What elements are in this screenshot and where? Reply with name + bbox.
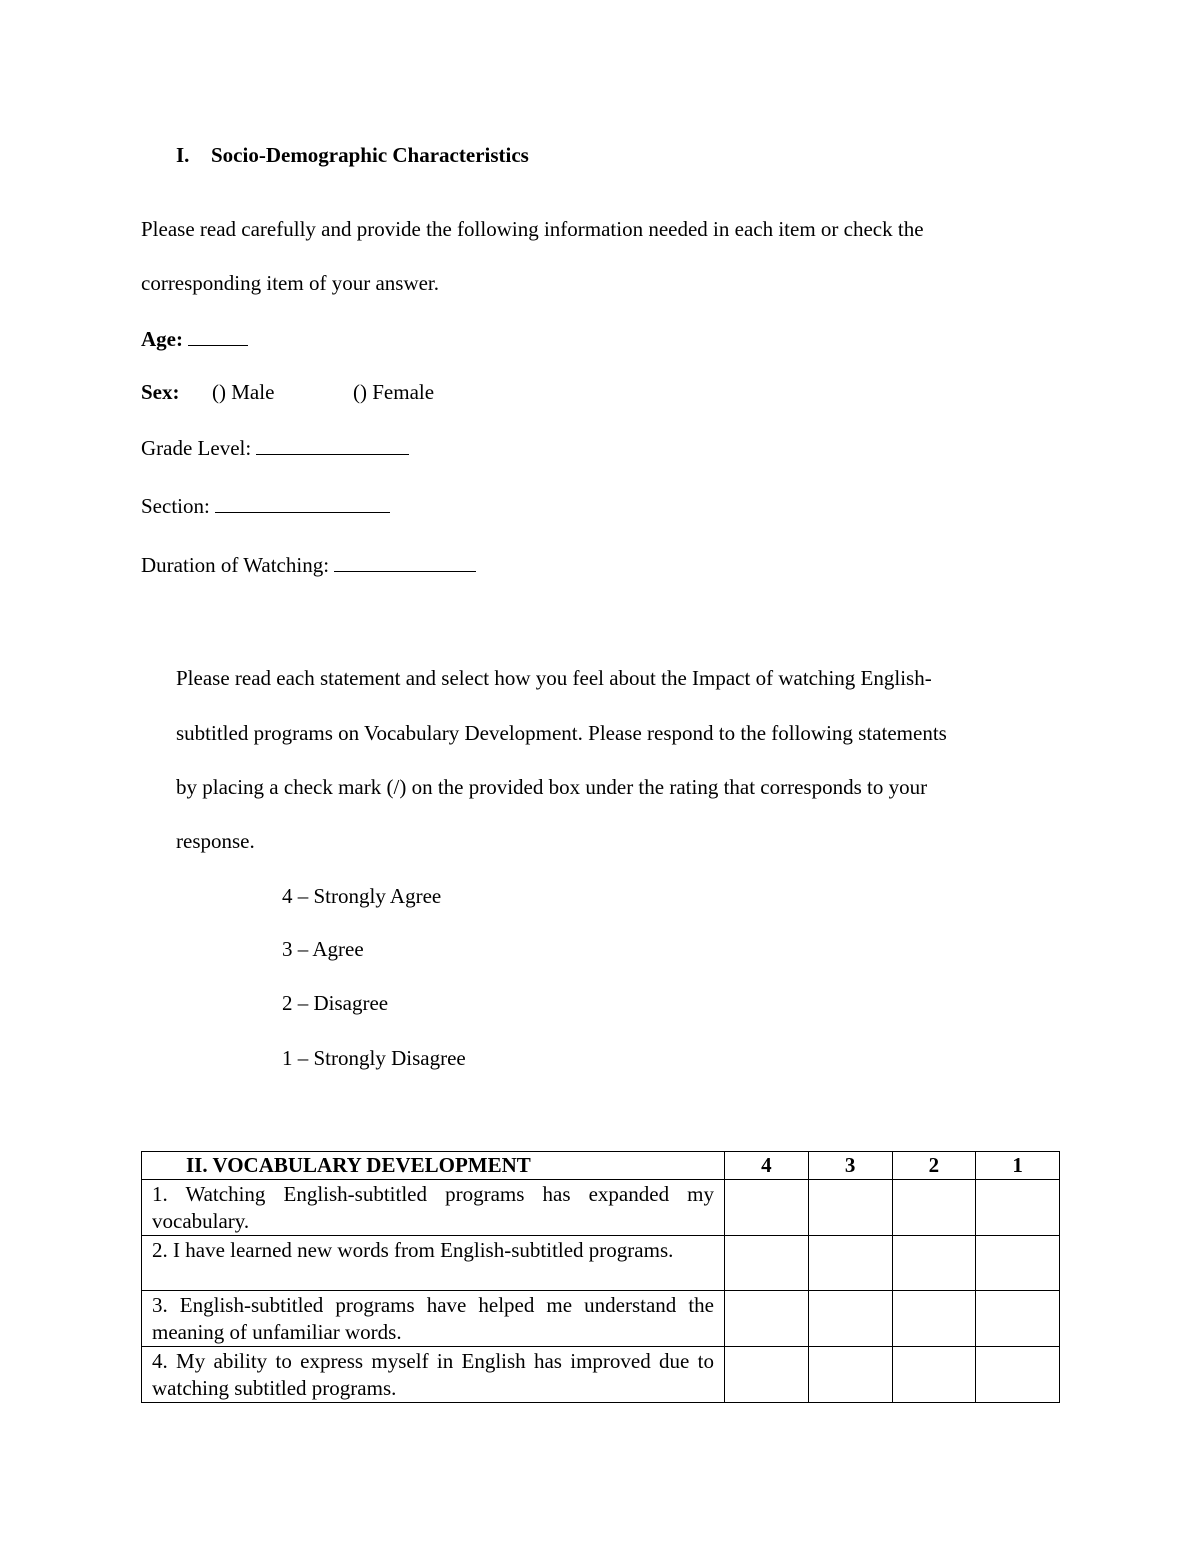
sex-field	[141, 380, 180, 405]
rating-header: 3	[808, 1152, 892, 1180]
section-label: Section:	[141, 494, 210, 518]
section-number: I.	[176, 143, 190, 167]
rating-3-checkbox[interactable]	[808, 1236, 892, 1291]
rating-1-checkbox[interactable]	[976, 1180, 1060, 1236]
age-label: Age:	[141, 327, 183, 351]
vocabulary-table	[141, 1151, 1060, 1403]
sex-option-female[interactable]: () Female	[353, 380, 435, 404]
scale-item: 1 – Strongly Disagree	[282, 1046, 466, 1070]
rating-header: 2	[892, 1152, 976, 1180]
rating-1-checkbox[interactable]	[976, 1347, 1060, 1403]
rating-4-checkbox[interactable]	[725, 1347, 809, 1403]
table-row	[142, 1347, 1060, 1403]
rating-header: 1	[976, 1152, 1060, 1180]
sex-label: Sex:	[141, 380, 180, 404]
duration-label: Duration of Watching:	[141, 553, 330, 577]
table-title: II. VOCABULARY DEVELOPMENT	[142, 1152, 725, 1180]
statement-cell: 2. I have learned new words from English-subtitled programs.	[142, 1236, 725, 1291]
section-field	[141, 492, 390, 519]
duration-field	[141, 551, 476, 578]
table-row	[142, 1236, 1060, 1291]
grade-level-field	[141, 434, 409, 461]
age-field	[141, 325, 248, 352]
table-row	[142, 1291, 1060, 1347]
rating-4-checkbox[interactable]	[725, 1180, 809, 1236]
instruction-line: response.	[176, 829, 255, 853]
statement-cell: 1. Watching English-subtitled programs has expanded my vocabulary.	[142, 1180, 725, 1236]
statement-cell: 3. English-subtitled programs have helped me understand the meaning of unfamiliar words.	[142, 1291, 725, 1347]
instruction-line: subtitled programs on Vocabulary Development. Please respond to the following statements	[176, 721, 947, 745]
instruction-line: by placing a check mark (/) on the provided box under the rating that corresponds to your	[176, 775, 928, 799]
grade-level-label: Grade Level:	[141, 436, 252, 460]
duration-blank[interactable]	[334, 551, 476, 572]
instruction-line: corresponding item of your answer.	[141, 271, 440, 295]
grade-level-blank[interactable]	[256, 434, 409, 455]
rating-3-checkbox[interactable]	[808, 1291, 892, 1347]
rating-1-checkbox[interactable]	[976, 1236, 1060, 1291]
sex-option-male[interactable]: () Male	[212, 380, 275, 404]
rating-2-checkbox[interactable]	[892, 1236, 976, 1291]
table-header-row	[142, 1152, 1060, 1180]
scale-item: 4 – Strongly Agree	[282, 884, 442, 908]
table-row	[142, 1180, 1060, 1236]
scale-item: 2 – Disagree	[282, 991, 389, 1015]
section-title: Socio-Demographic Characteristics	[211, 143, 529, 167]
section-blank[interactable]	[215, 492, 390, 513]
instruction-line: Please read carefully and provide the following information needed in each item or check the	[141, 217, 924, 241]
rating-2-checkbox[interactable]	[892, 1180, 976, 1236]
instruction-line: Please read each statement and select how you feel about the Impact of watching English-	[176, 666, 932, 690]
scale-item: 3 – Agree	[282, 937, 364, 961]
rating-3-checkbox[interactable]	[808, 1347, 892, 1403]
age-blank[interactable]	[188, 325, 248, 346]
section-heading	[176, 143, 529, 168]
rating-2-checkbox[interactable]	[892, 1291, 976, 1347]
rating-2-checkbox[interactable]	[892, 1347, 976, 1403]
rating-header: 4	[725, 1152, 809, 1180]
rating-4-checkbox[interactable]	[725, 1236, 809, 1291]
rating-4-checkbox[interactable]	[725, 1291, 809, 1347]
rating-3-checkbox[interactable]	[808, 1180, 892, 1236]
rating-1-checkbox[interactable]	[976, 1291, 1060, 1347]
statement-cell: 4. My ability to express myself in English has improved due to watching subtitled programs.	[142, 1347, 725, 1403]
